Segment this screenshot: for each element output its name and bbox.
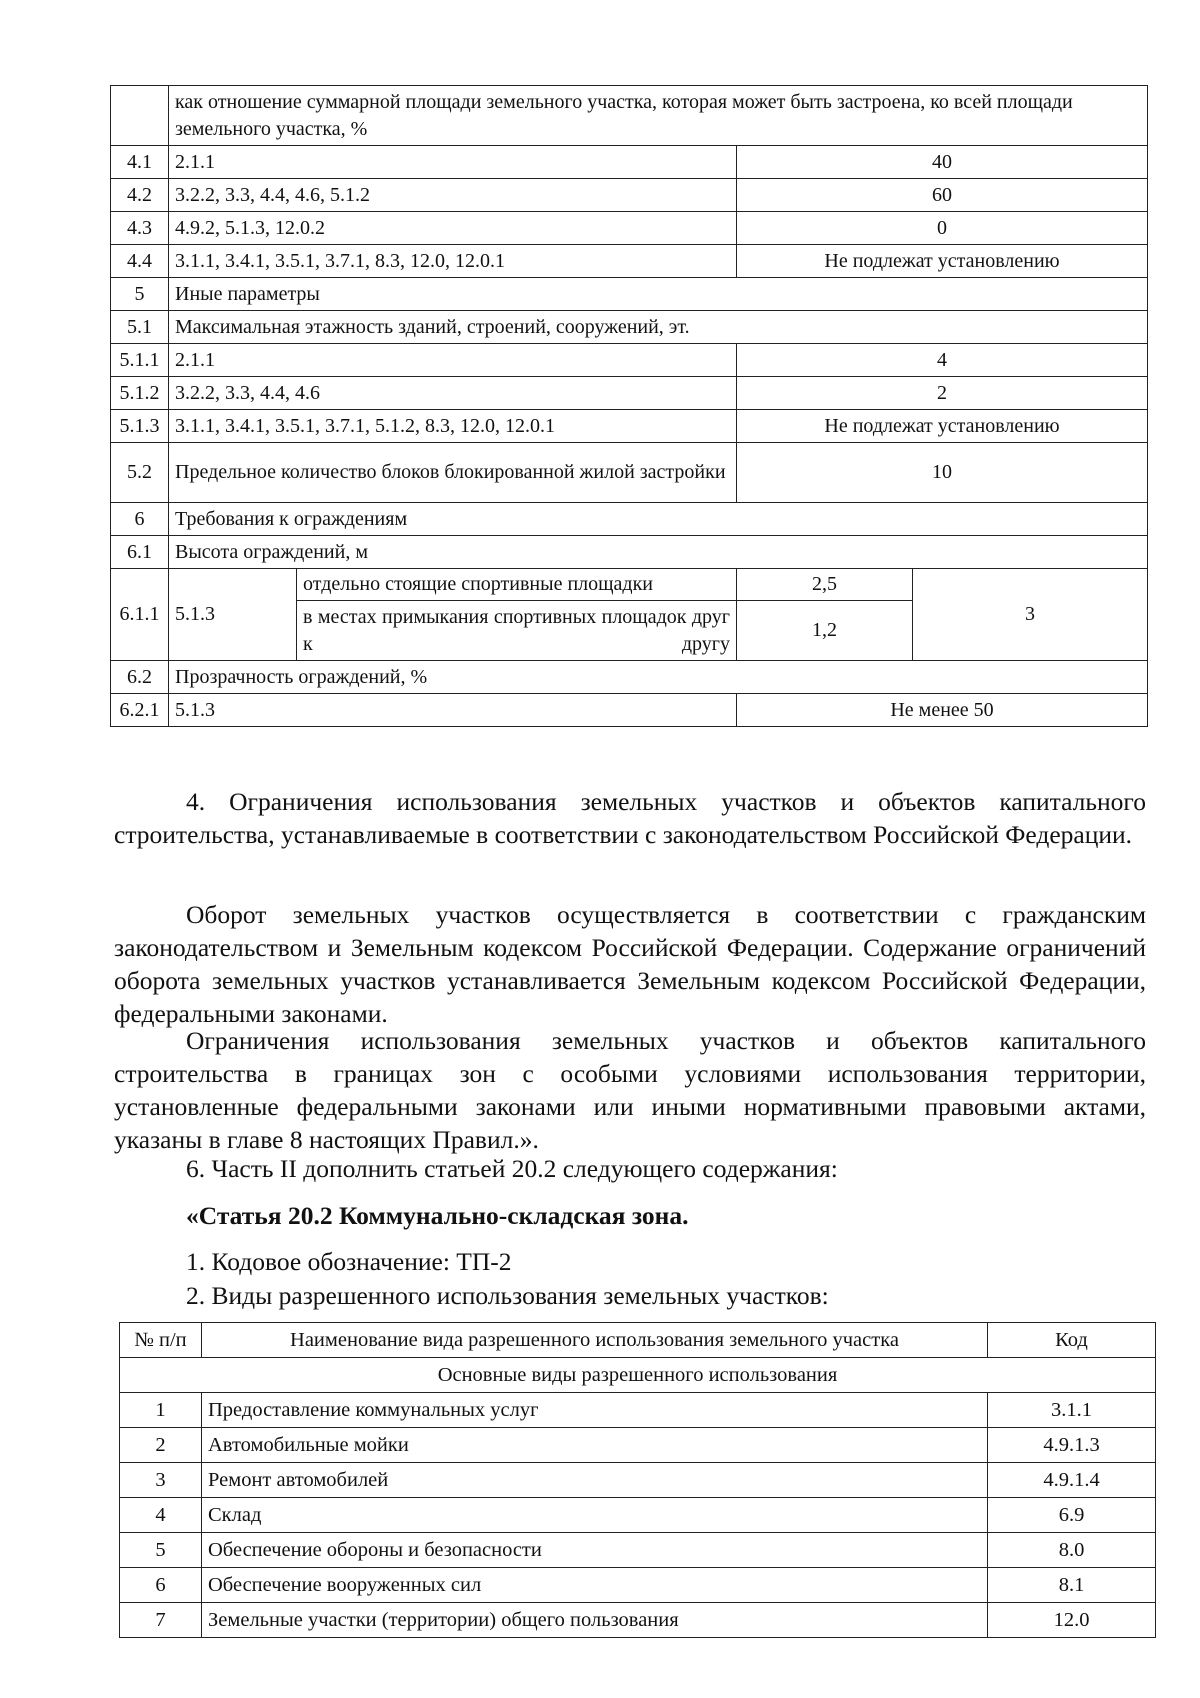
table-row <box>120 1533 1156 1568</box>
table-row <box>120 1393 1156 1428</box>
row-number: 5 <box>120 1533 202 1568</box>
codes-cell: 3.1.1, 3.4.1, 3.5.1, 3.7.1, 5.1.2, 8.3, 12.0, 12.0.1 <box>169 410 737 443</box>
row-number: 6.1 <box>111 536 169 569</box>
table-row <box>111 344 1148 377</box>
parameter-text-cell: Предельное количество блоков блокированной жилой застройки <box>169 443 737 503</box>
permitted-uses-title: 2. Виды разрешенного использования земельных участков: <box>186 1281 829 1310</box>
codes-cell: 5.1.3 <box>169 569 297 661</box>
table-row <box>111 86 1148 146</box>
table-row <box>111 569 1148 601</box>
sub-value-cell: 1,2 <box>737 601 913 661</box>
row-number: 1 <box>120 1393 202 1428</box>
parameters-table <box>110 85 1148 727</box>
row-number: 5 <box>111 278 169 311</box>
table-row <box>111 694 1148 727</box>
value-cell: 40 <box>737 146 1148 179</box>
use-code: 12.0 <box>988 1603 1156 1638</box>
row-number: 6.2 <box>111 661 169 694</box>
table-row <box>111 212 1148 245</box>
table-row <box>120 1463 1156 1498</box>
use-name: Склад <box>202 1498 988 1533</box>
use-code: 4.9.1.4 <box>988 1463 1156 1498</box>
row-number: 7 <box>120 1603 202 1638</box>
table-row <box>111 245 1148 278</box>
table-row <box>111 377 1148 410</box>
table-row <box>120 1603 1156 1638</box>
use-name: Земельные участки (территории) общего пользования <box>202 1603 988 1638</box>
value-cell: 60 <box>737 179 1148 212</box>
total-value-cell: 3 <box>913 569 1148 661</box>
codes-cell: 2.1.1 <box>169 344 737 377</box>
column-header-code: Код <box>988 1323 1156 1358</box>
row-number: 3 <box>120 1463 202 1498</box>
row-number: 2 <box>120 1428 202 1463</box>
use-name: Предоставление коммунальных услуг <box>202 1393 988 1428</box>
codes-cell: 4.9.2, 5.1.3, 12.0.2 <box>169 212 737 245</box>
table-row <box>111 443 1148 503</box>
section-title-cell: Максимальная этажность зданий, строений, сооружений, эт. <box>169 311 1148 344</box>
value-cell: Не менее 50 <box>737 694 1148 727</box>
section-title-cell: Требования к ограждениям <box>169 503 1148 536</box>
codes-cell: 5.1.3 <box>169 694 737 727</box>
permitted-uses-table <box>119 1322 1156 1638</box>
use-name: Обеспечение обороны и безопасности <box>202 1533 988 1568</box>
sub-item-cell: в местах примыкания спортивных площадок друг к другу <box>297 601 737 661</box>
column-header-number: № п/п <box>120 1323 202 1358</box>
codes-cell: 3.2.2, 3.3, 4.4, 4.6 <box>169 377 737 410</box>
section-title-cell: Высота ограждений, м <box>169 536 1148 569</box>
value-cell: Не подлежат установлению <box>737 410 1148 443</box>
section-title-cell: Иные параметры <box>169 278 1148 311</box>
use-code: 8.1 <box>988 1568 1156 1603</box>
table-row <box>111 311 1148 344</box>
row-number: 6 <box>111 503 169 536</box>
section-title-cell: Прозрачность ограждений, % <box>169 661 1148 694</box>
table-row <box>111 503 1148 536</box>
use-name: Обеспечение вооруженных сил <box>202 1568 988 1603</box>
table-row <box>111 179 1148 212</box>
table-row <box>111 661 1148 694</box>
table-row <box>120 1568 1156 1603</box>
row-number: 5.2 <box>111 443 169 503</box>
row-number: 5.1.2 <box>111 377 169 410</box>
value-cell: 2 <box>737 377 1148 410</box>
row-number: 4.4 <box>111 245 169 278</box>
row-number: 4.2 <box>111 179 169 212</box>
section-row <box>120 1358 1156 1393</box>
paragraph-zone-restrictions: Ограничения использования земельных участков и объектов капитального строительства в границах зон с особыми условиями использования территории, установленные федеральными законами или иными нормативными правовыми актами, указаны в главе 8 настоящих Правил.». <box>114 1026 1146 1154</box>
codes-cell: 2.1.1 <box>169 146 737 179</box>
value-cell: Не подлежат установлению <box>737 245 1148 278</box>
value-cell: 10 <box>737 443 1148 503</box>
table-row <box>111 536 1148 569</box>
section-title: Основные виды разрешенного использования <box>120 1358 1156 1393</box>
row-number: 4.1 <box>111 146 169 179</box>
value-cell: 0 <box>737 212 1148 245</box>
row-number: 5.1 <box>111 311 169 344</box>
paragraph-amendment: 6. Часть II дополнить статьей 20.2 следующего содержания: <box>186 1154 838 1183</box>
sub-value-cell: 2,5 <box>737 569 913 601</box>
column-header-name: Наименование вида разрешенного использования земельного участка <box>202 1323 988 1358</box>
table-row <box>120 1498 1156 1533</box>
table-row <box>111 410 1148 443</box>
use-code: 3.1.1 <box>988 1393 1156 1428</box>
paragraph-land-turnover: Оборот земельных участков осуществляется в соответствии с гражданским законодательством и Земельным кодексом Российской Федерации. Содержание ограничений оборота земельных участков устанавливается Земельным кодексом Российской Федерации, федеральными законами. <box>114 900 1146 1028</box>
row-number: 4 <box>120 1498 202 1533</box>
use-code: 4.9.1.3 <box>988 1428 1156 1463</box>
row-number: 5.1.1 <box>111 344 169 377</box>
row-number: 5.1.3 <box>111 410 169 443</box>
row-number: 6 <box>120 1568 202 1603</box>
code-designation: 1. Кодовое обозначение: ТП-2 <box>186 1247 512 1276</box>
table-row <box>120 1428 1156 1463</box>
use-code: 8.0 <box>988 1533 1156 1568</box>
article-heading: «Статья 20.2 Коммунально-складская зона. <box>186 1201 689 1230</box>
table-row <box>111 278 1148 311</box>
intro-text-cell: как отношение суммарной площади земельного участка, которая может быть застроена, ко всей площади земельного участка, % <box>169 86 1148 146</box>
use-name: Ремонт автомобилей <box>202 1463 988 1498</box>
use-code: 6.9 <box>988 1498 1156 1533</box>
table-header-row <box>120 1323 1156 1358</box>
paragraph-restrictions-heading: 4. Ограничения использования земельных участков и объектов капитального строительства, устанавливаемые в соответствии с законодательством Российской Федерации. <box>114 787 1146 849</box>
row-number: 6.2.1 <box>111 694 169 727</box>
row-number-cell <box>111 86 169 146</box>
row-number: 4.3 <box>111 212 169 245</box>
sub-item-cell: отдельно стоящие спортивные площадки <box>297 569 737 601</box>
table-row <box>111 146 1148 179</box>
value-cell: 4 <box>737 344 1148 377</box>
use-name: Автомобильные мойки <box>202 1428 988 1463</box>
codes-cell: 3.1.1, 3.4.1, 3.5.1, 3.7.1, 8.3, 12.0, 12.0.1 <box>169 245 737 278</box>
row-number: 6.1.1 <box>111 569 169 661</box>
codes-cell: 3.2.2, 3.3, 4.4, 4.6, 5.1.2 <box>169 179 737 212</box>
